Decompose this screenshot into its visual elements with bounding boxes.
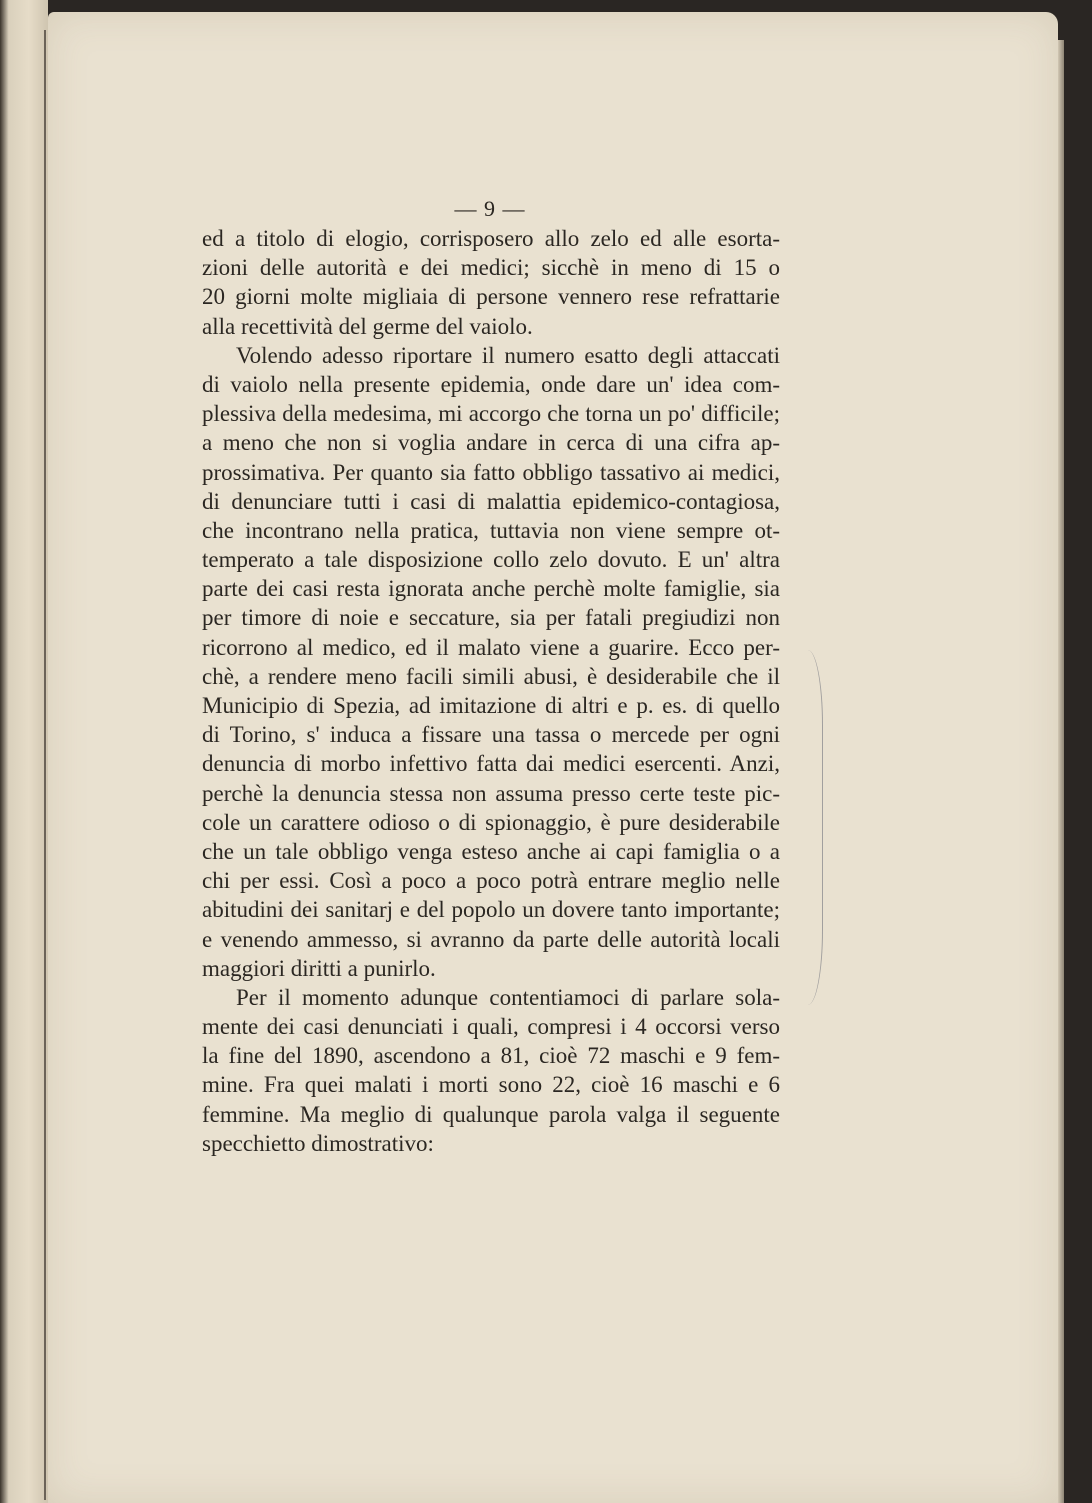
text-line: plessiva della medesima, mi accorgo che torna un po' difficile; [202, 401, 780, 427]
text-line: parte dei casi resta ignorata anche perchè molte famiglie, sia [202, 576, 780, 602]
text-line: la fine del 1890, ascendono a 81, cioè 72 maschi e 9 fem- [202, 1043, 780, 1069]
text-line: perchè la denuncia stessa non assuma presso certe teste pic- [202, 780, 780, 806]
text-line: zioni delle autorità e dei medici; sicchè in meno di 15 o [202, 255, 780, 281]
text-line: Per il momento adunque contentiamoci di parlare sola- [236, 984, 780, 1010]
text-line: ricorrono al medico, ed il malato viene a guarire. Ecco per- [202, 634, 780, 660]
text-line: denuncia di morbo infettivo fatta dai medici esercenti. Anzi, [202, 751, 780, 777]
text-line: mente dei casi denunciati i quali, compresi i 4 occorsi verso [202, 1014, 780, 1040]
text-line: di denunciare tutti i casi di malattia epidemico-contagiosa, [202, 488, 780, 514]
text-line: che incontrano nella pratica, tuttavia non viene sempre ot- [202, 517, 780, 543]
paragraph [202, 224, 780, 341]
text-line: e venendo ammesso, si avranno da parte delle autorità locali [202, 926, 780, 952]
previous-page-edge [0, 0, 48, 1503]
text-line: Volendo adesso riportare il numero esatto degli attaccati [236, 342, 780, 368]
pencil-margin-bracket [808, 650, 823, 1005]
text-line: chi per essi. Così a poco a poco potrà entrare meglio nelle [202, 868, 780, 894]
text-line: ed a titolo di elogio, corrisposero allo zelo ed alle esorta- [202, 226, 780, 251]
text-line: 20 giorni molte migliaia di persone vennero rese refrattarie [202, 284, 780, 310]
binding-line [44, 30, 46, 1500]
page-number: — 9 — [454, 196, 526, 221]
text-line: di Torino, s' induca a fissare una tassa o mercede per ogni [202, 722, 780, 748]
text-line: a meno che non si voglia andare in cerca di una cifra ap- [202, 430, 780, 456]
text-line: abitudini dei sanitarj e del popolo un dovere tanto importante; [202, 897, 780, 923]
text-line: maggiori diritti a punirlo. [202, 955, 436, 981]
body-text [202, 224, 780, 1158]
paragraph [202, 983, 780, 1158]
text-line: chè, a rendere meno facili simili abusi, è desiderabile che il [202, 663, 780, 689]
text-line: alla recettività del germe del vaiolo. [202, 313, 533, 339]
page-edge-shadow [1058, 40, 1064, 1503]
text-line: specchietto dimostrativo: [202, 1130, 434, 1156]
text-line: Municipio di Spezia, ad imitazione di altri e p. es. di quello [202, 693, 780, 718]
text-line: di vaiolo nella presente epidemia, onde dare un' idea com- [202, 371, 780, 397]
text-line: femmine. Ma meglio di qualunque parola valga il seguente [202, 1101, 780, 1127]
text-line: prossimativa. Per quanto sia fatto obbligo tassativo ai medici, [202, 459, 780, 485]
text-line: che un tale obbligo venga esteso anche ai capi famiglia o a [202, 838, 780, 864]
text-line: mine. Fra quei malati i morti sono 22, cioè 16 maschi e 6 [202, 1072, 780, 1098]
text-line: temperato a tale disposizione collo zelo dovuto. E un' altra [202, 547, 780, 573]
text-line: cole un carattere odioso o di spionaggio, è pure desiderabile [202, 809, 780, 835]
paragraph [202, 341, 780, 983]
text-line: per timore di noie e seccature, sia per fatali pregiudizi non [202, 605, 780, 631]
